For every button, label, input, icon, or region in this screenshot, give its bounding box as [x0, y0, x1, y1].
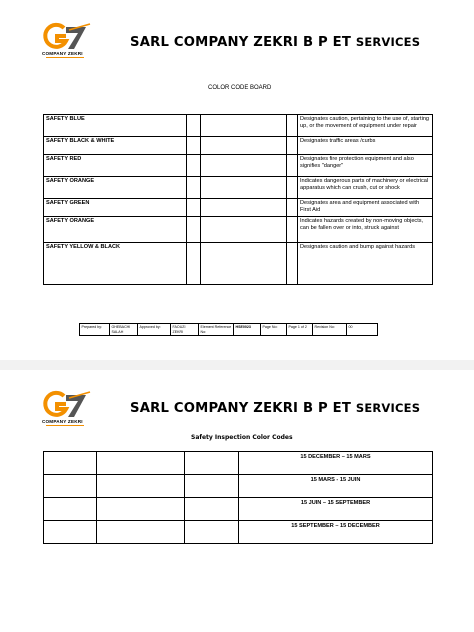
- empty-cell: [44, 521, 97, 544]
- inspection-row: [44, 452, 433, 475]
- empty-cell: [44, 452, 97, 475]
- color-swatch-cell: [201, 115, 287, 137]
- empty-cell: [287, 217, 298, 243]
- inspection-period: 15 SEPTEMBER – 15 DECEMBER: [239, 521, 433, 544]
- color-label: SAFETY BLUE: [44, 115, 187, 137]
- color-description: Designates area and equipment associated with First Aid: [298, 199, 433, 217]
- logo-underline: [46, 425, 84, 426]
- inspection-swatch-cell: [97, 521, 185, 544]
- color-swatch-cell: [201, 199, 287, 217]
- g7-logo-icon: [40, 390, 92, 420]
- element-reference-value: HSE0023: [234, 324, 261, 336]
- color-code-row: [44, 155, 433, 177]
- color-label: SAFETY BLACK & WHITE: [44, 137, 187, 155]
- color-code-board-title: COLOR CODE BOARD: [208, 85, 272, 91]
- company-title: SARL COMPANY ZEKRI B P ET SERVICES: [130, 401, 421, 416]
- company-logo: [40, 22, 92, 64]
- page-no-label: Page No:: [261, 324, 287, 336]
- inspection-codes-title: Safety Inspection Color Codes: [191, 434, 293, 441]
- empty-cell: [185, 498, 239, 521]
- empty-cell: [187, 217, 201, 243]
- inspection-row: [44, 521, 433, 544]
- empty-cell: [187, 243, 201, 285]
- company-logo: [40, 390, 92, 432]
- document-control-footer: [79, 323, 378, 336]
- element-reference-label: Element Reference No:: [199, 324, 234, 336]
- inspection-swatch-cell: [97, 452, 185, 475]
- color-description: Designates caution and bump against hazards: [298, 243, 433, 285]
- color-code-table: [43, 114, 433, 285]
- empty-cell: [185, 475, 239, 498]
- color-label: SAFETY ORANGE: [44, 217, 187, 243]
- logo-text: COMPANY ZEKRI: [42, 51, 83, 56]
- empty-cell: [187, 155, 201, 177]
- empty-cell: [187, 199, 201, 217]
- inspection-swatch-cell: [97, 498, 185, 521]
- color-code-row: [44, 217, 433, 243]
- empty-cell: [44, 475, 97, 498]
- color-swatch-cell: [201, 217, 287, 243]
- empty-cell: [185, 452, 239, 475]
- empty-cell: [185, 521, 239, 544]
- color-label: SAFETY RED: [44, 155, 187, 177]
- page-no-value: Page 1 of 2: [287, 324, 313, 336]
- color-description: Designates caution, pertaining to the use of, starting up, or the movement of equipment under repair: [298, 115, 433, 137]
- approved-by-label: Approved by:: [138, 324, 171, 336]
- inspection-period: 15 DECEMBER – 15 MARS: [239, 452, 433, 475]
- color-description: Designates traffic areas /curbs: [298, 137, 433, 155]
- color-swatch-cell: [201, 155, 287, 177]
- color-swatch-cell: [201, 243, 287, 285]
- inspection-row: [44, 475, 433, 498]
- empty-cell: [187, 115, 201, 137]
- approved-by-value: FAOUZI ZEKRI: [171, 324, 199, 336]
- empty-cell: [287, 177, 298, 199]
- color-label: SAFETY YELLOW & BLACK: [44, 243, 187, 285]
- inspection-period: 15 MARS - 15 JUIN: [239, 475, 433, 498]
- company-title-suffix: SERVICES: [355, 35, 421, 49]
- logo-text: COMPANY ZEKRI: [42, 419, 83, 424]
- color-swatch-cell: [201, 137, 287, 155]
- logo-underline: [46, 57, 84, 58]
- company-title: SARL COMPANY ZEKRI B P ET SERVICES: [130, 35, 421, 50]
- revision-no-value: 00: [347, 324, 378, 336]
- inspection-color-table: [43, 451, 433, 544]
- color-label: SAFETY GREEN: [44, 199, 187, 217]
- prepared-by-label: Prepared by:: [80, 324, 110, 336]
- revision-no-label: Revision No:: [313, 324, 347, 336]
- empty-cell: [187, 177, 201, 199]
- color-description: Indicates hazards created by non-moving objects, can be fallen over or into, struck against: [298, 217, 433, 243]
- color-description: Designates fire protection equipment and also signifies "danger": [298, 155, 433, 177]
- color-label: SAFETY ORANGE: [44, 177, 187, 199]
- color-code-row: [44, 115, 433, 137]
- empty-cell: [187, 137, 201, 155]
- empty-cell: [44, 498, 97, 521]
- inspection-period: 15 JUIN – 15 SEPTEMBER: [239, 498, 433, 521]
- color-code-row: [44, 199, 433, 217]
- empty-cell: [287, 155, 298, 177]
- empty-cell: [287, 243, 298, 285]
- color-swatch-cell: [201, 177, 287, 199]
- g7-logo-icon: [40, 22, 92, 52]
- inspection-row: [44, 498, 433, 521]
- company-title-suffix: SERVICES: [355, 401, 421, 415]
- page-separator: [0, 360, 474, 370]
- empty-cell: [287, 115, 298, 137]
- inspection-swatch-cell: [97, 475, 185, 498]
- color-code-row: [44, 243, 433, 285]
- color-code-row: [44, 177, 433, 199]
- empty-cell: [287, 137, 298, 155]
- empty-cell: [287, 199, 298, 217]
- prepared-by-value: GHEBACHI SALAH: [110, 324, 138, 336]
- color-code-row: [44, 137, 433, 155]
- color-description: Indicates dangerous parts of machinery or electrical apparatus which can crush, cut or shock: [298, 177, 433, 199]
